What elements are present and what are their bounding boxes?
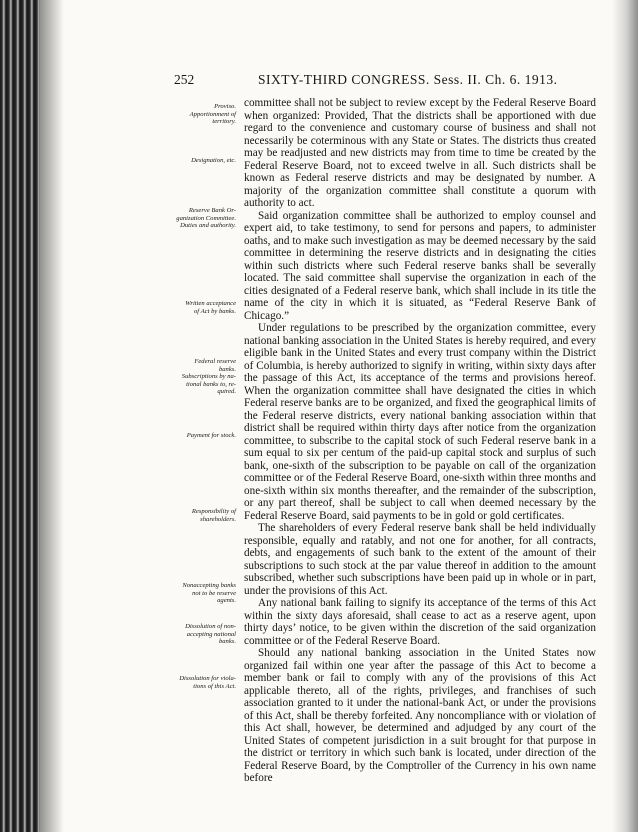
running-head: SIXTY-THIRD CONGRESS. Sess. II. Ch. 6. 1913. bbox=[258, 72, 558, 87]
paragraph-shareholders: The shareholders of every Federal reserve bank shall be held individually responsible, equally and ratably, and not one for another, for all contracts, debts, and engagements of such bank to the extent of the amount of their subscriptions to such stock at the par value thereof in addition to the amount subscribed, whether such subscriptions have been paid up in whole or in part, under the provisions of this Act. bbox=[244, 522, 596, 597]
paragraph-organization-committee: Said organization committee shall be authorized to employ counsel and expert aid, to take testimony, to send for persons and papers, to administer oaths, and to make such investigation as may be deemed necessary by the said committee in determining the reserve districts and in designating the cities within such districts where such Federal reserve banks shall be severally located. The said committee shall supervise the organization in each of the cities designated of a Federal reserve bank, which shall include in its title the name of the city in which it is situated, as “Federal Reserve Bank of Chicago.” bbox=[244, 209, 596, 322]
margin-note-written-acceptance: Written acceptance of Act by banks. bbox=[185, 300, 236, 315]
margin-notes bbox=[146, 0, 240, 832]
page-edge-shadow bbox=[612, 0, 638, 832]
paragraph-committee-review: committee shall not be subject to review except by the Federal Reserve Board when organized: Provided, That the districts shall be apportioned with due regard to the convenience and customary course of business and shall not necessarily be coterminous with any State or States. The districts thus created may be readjusted and new districts may from time to time be created by the Federal Reserve Board, not to exceed twelve in all. Such districts shall be known as Federal reserve districts and may be designated by number. A majority of the organization committee shall constitute a quorum with authority to act. bbox=[244, 97, 596, 209]
margin-note-payment-for-stock: Payment for stock. bbox=[186, 432, 236, 439]
margin-note-dissolution-violations: Dissolution for viola- tions of this Act. bbox=[179, 675, 236, 690]
gutter-shadow bbox=[40, 0, 64, 832]
paragraph-dissolution: Should any national banking association in the United States now organized fail within one year after the passage of this Act to become a member bank or fail to comply with any of the provisions of this Act applicable thereto, all of the rights, privileges, and franchises of such association granted to it under the national-bank Act, or under the provisions of this Act, shall be thereby forfeited. Any noncompliance with or violation of this Act shall, however, be determined and adjudged by any court of the United States of competent jurisdiction in a suit brought for that purpose in the district or territory in which such bank is located, under direction of the Federal Reserve Board, by the Comptroller of the Currency in his own name before bbox=[244, 647, 596, 784]
margin-note-organization-committee: Reserve Bank Or- ganization Committee. Duties and authority. bbox=[176, 207, 236, 230]
page-number: 252 bbox=[174, 72, 195, 87]
margin-note-dissolution-nonaccepting: Dissolution of non- accepting national banks. bbox=[185, 623, 236, 646]
margin-note-apportionment: Proviso. Apportionment of territory. bbox=[189, 103, 236, 126]
paragraph-nonaccepting-banks: Any national bank failing to signify its acceptance of the terms of this Act within the sixty days aforesaid, shall cease to act as a reserve agent, upon thirty days’ notice, to be given within the discretion of the said organization committee or of the Federal Reserve Board. bbox=[244, 597, 596, 647]
margin-note-nonaccepting-banks: Nonaccepting banks not to be reserve agents. bbox=[182, 582, 236, 605]
margin-note-shareholders: Responsibility of shareholders. bbox=[191, 508, 236, 523]
margin-note-designation: Designation, etc. bbox=[191, 157, 236, 164]
margin-note-subscriptions: Federal reserve banks. Subscriptions by na- tional banks to, re- quired. bbox=[181, 358, 236, 396]
paragraph-subscriptions: Under regulations to be prescribed by the organization committee, every national banking association in the United States is hereby required, and every eligible bank in the United States and every trust company within the District of Columbia, is hereby authorized to signify in writing, within sixty days after the passage of this Act, its acceptance of the terms and provisions hereof. When the organization committee shall have designated the cities in which Federal reserve banks are to be organized, and fixed the geographical limits of the Federal reserve districts, every national banking association within that district shall be required within thirty days after notice from the organization committee, to subscribe to the capital stock of such Federal reserve bank in a sum equal to six per centum of the paid-up capital stock and surplus of such bank, one-sixth of the subscription to be payable on call of the organization committee or of the Federal Reserve Board, one-sixth within three months and one-sixth within six months thereafter, and the remainder of the subscription, or any part thereof, shall be subject to call when deemed necessary by the Federal Reserve Board, said payments to be in gold or gold certificates. bbox=[244, 322, 596, 522]
book-binding-shadow bbox=[0, 0, 40, 832]
body-text bbox=[244, 97, 596, 785]
